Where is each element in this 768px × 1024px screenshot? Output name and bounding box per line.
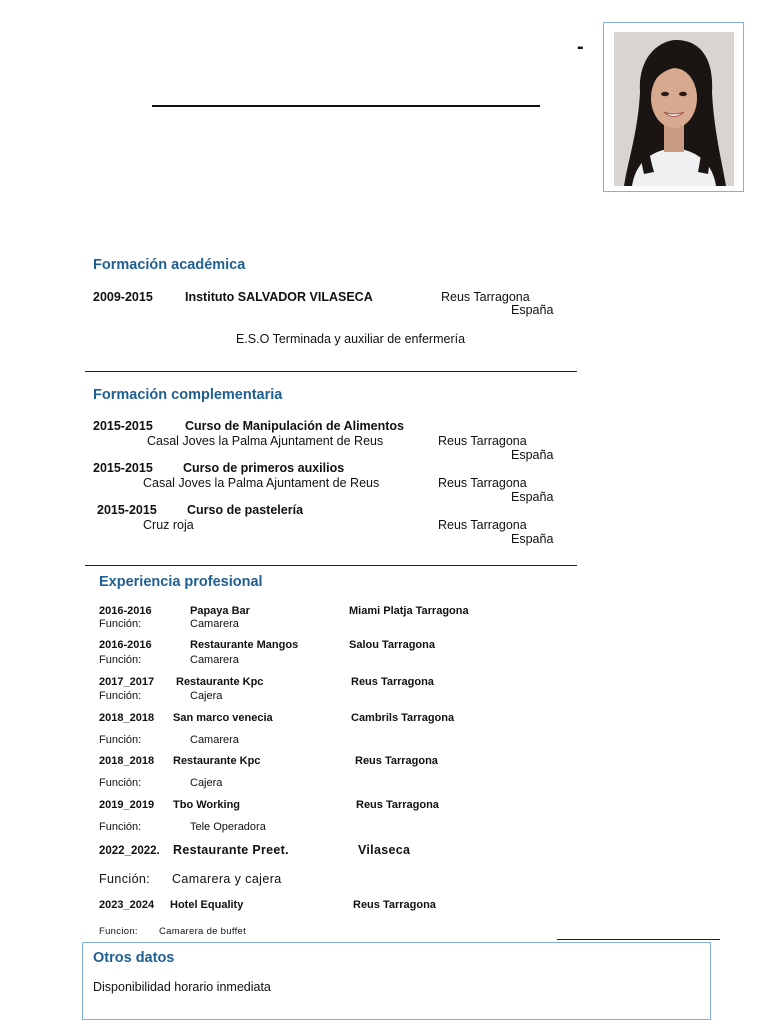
job-3-role-label: Función: [99, 690, 142, 702]
academic-description: E.S.O Terminada y auxiliar de enfermería [236, 332, 466, 346]
course-2-org: Casal Joves la Palma Ajuntament de Reus [143, 476, 380, 490]
job-1-role: Camarera [190, 618, 239, 630]
course-3-org: Cruz roja [143, 518, 194, 532]
course-2-years: 2015-2015 [93, 461, 153, 475]
section-title-otros-datos: Otros datos [93, 950, 175, 966]
job-5-role: Cajera [190, 777, 223, 789]
job-6-company: Tbo Working [173, 799, 241, 811]
name-underline [152, 105, 540, 107]
otros-datos-text: Disponibilidad horario inmediata [93, 980, 271, 994]
academic-institution: Instituto SALVADOR VILASECA [185, 290, 373, 304]
job-6-role: Tele Operadora [190, 821, 266, 833]
job-8-role-label: Funcion: [99, 926, 138, 937]
section-title-formacion-complementaria: Formación complementaria [93, 387, 283, 403]
course-2-city: Reus Tarragona [438, 476, 527, 490]
course-1-name: Curso de Manipulación de Alimentos [185, 419, 405, 433]
job-2-location: Salou Tarragona [349, 639, 435, 651]
course-1-country: España [511, 448, 554, 462]
job-4-role: Camarera [190, 734, 239, 746]
academic-city: Reus Tarragona [441, 290, 530, 304]
job-4-location: Cambrils Tarragona [351, 712, 455, 724]
job-4-role-label: Función: [99, 734, 142, 746]
job-2-role-label: Función: [99, 654, 142, 666]
divider-2 [85, 565, 577, 566]
job-7-location: Vilaseca [358, 843, 411, 857]
job-7-role-label: Función: [99, 872, 151, 886]
job-5-years: 2018_2018 [99, 755, 155, 767]
academic-country: España [511, 303, 554, 317]
job-6-years: 2019_2019 [99, 799, 155, 811]
job-2-years: 2016-2016 [99, 639, 152, 651]
divider-1 [85, 371, 577, 372]
course-1-years: 2015-2015 [93, 419, 153, 433]
job-4-years: 2018_2018 [99, 712, 155, 724]
photo-frame [603, 22, 744, 192]
job-3-years: 2017_2017 [99, 676, 155, 688]
job-1-years: 2016-2016 [99, 605, 152, 617]
section-title-formacion-academica: Formación académica [93, 257, 246, 273]
divider-3 [557, 939, 720, 940]
job-1-company: Papaya Bar [190, 605, 250, 617]
job-6-role-label: Función: [99, 821, 142, 833]
course-3-years: 2015-2015 [97, 503, 157, 517]
job-7-years: 2022_2022. [99, 845, 160, 857]
course-1-city: Reus Tarragona [438, 434, 527, 448]
job-7-company: Restaurante Preet. [173, 843, 289, 857]
job-8-company: Hotel Equality [170, 899, 244, 911]
job-1-role-label: Función: [99, 618, 142, 630]
job-8-years: 2023_2024 [99, 899, 155, 911]
profile-photo [614, 32, 734, 186]
job-3-location: Reus Tarragona [351, 676, 434, 688]
job-8-role: Camarera de buffet [159, 926, 247, 937]
course-3-name: Curso de pastelería [187, 503, 304, 517]
job-2-company: Restaurante Mangos [190, 639, 299, 651]
academic-years: 2009-2015 [93, 290, 153, 304]
course-2-country: España [511, 490, 554, 504]
job-5-location: Reus Tarragona [355, 755, 438, 767]
job-8-location: Reus Tarragona [353, 899, 436, 911]
section-title-experiencia: Experiencia profesional [99, 574, 263, 590]
job-6-location: Reus Tarragona [356, 799, 439, 811]
job-4-company: San marco venecia [173, 712, 273, 724]
job-1-location: Miami Platja Tarragona [349, 605, 469, 617]
job-3-role: Cajera [190, 690, 223, 702]
job-2-role: Camarera [190, 654, 239, 666]
course-3-country: España [511, 532, 554, 546]
job-7-role: Camarera y cajera [172, 872, 282, 886]
course-2-name: Curso de primeros auxilios [183, 461, 345, 475]
job-5-role-label: Función: [99, 777, 142, 789]
header-dash: - [577, 36, 584, 58]
job-5-company: Restaurante Kpc [173, 755, 261, 767]
job-3-company: Restaurante Kpc [176, 676, 264, 688]
course-1-org: Casal Joves la Palma Ajuntament de Reus [147, 434, 384, 448]
course-3-city: Reus Tarragona [438, 518, 527, 532]
